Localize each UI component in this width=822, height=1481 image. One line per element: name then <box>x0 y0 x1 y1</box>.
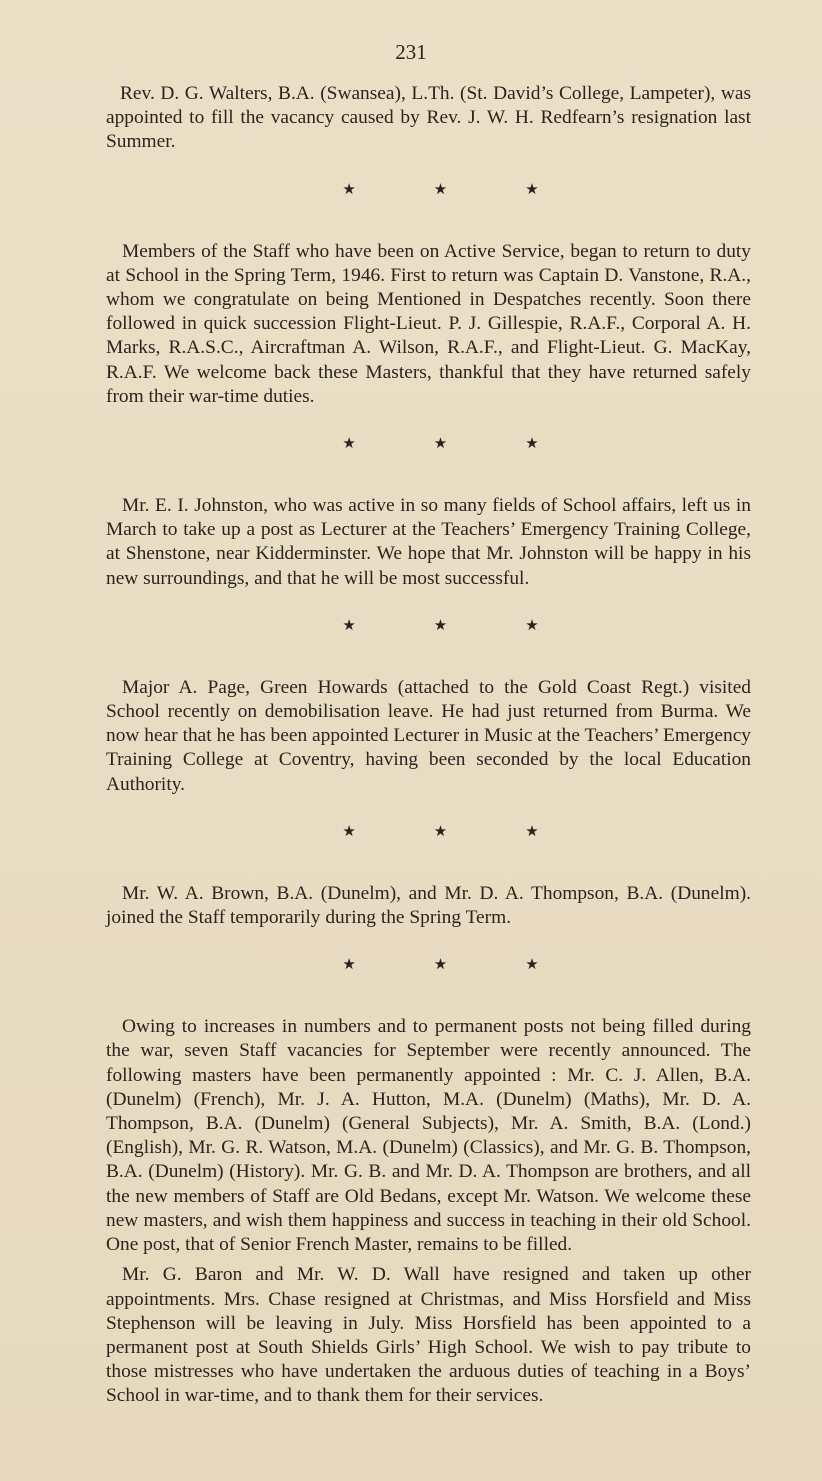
star-icon: ★ <box>433 823 448 840</box>
page-number: 231 <box>395 40 427 64</box>
paragraph-walters-appointment: Rev. D. G. Walters, B.A. (Swansea), L.Th. (St. David’s College, Lampeter), was appointed to fill the vacancy caused by Rev. J. W. H. Redfearn’s resignation last Summer. <box>106 83 751 153</box>
section-divider-stars <box>106 825 751 840</box>
star-icon: ★ <box>525 617 539 634</box>
star-icon: ★ <box>342 823 356 840</box>
star-icon: ★ <box>433 617 448 634</box>
star-icon: ★ <box>342 436 356 453</box>
section-divider-stars <box>106 958 751 973</box>
paragraph-resignations: Mr. G. Baron and Mr. W. D. Wall have resigned and taken up other appointments. Mrs. Chase resigned at Christmas, and Miss Horsfield and Miss Stephenson will be leaving in July. Miss Horsfield has been appointed to a permanent post at South Shields Girls’ High School. We wish to pay tribute to those mistresses who have undertaken the arduous duties of teaching in a Boys’ School in war-time, and to thank them for their services. <box>106 1264 751 1407</box>
paragraph-johnston-departure: Mr. E. I. Johnston, who was active in so many fields of School affairs, left us in March to take up a post as Lecturer at the Teachers’ Emergency Training College, at Shenstone, near Kidderminster. We hope that Mr. Johnston will be happy in his new surroundings, and that he will be most successful. <box>106 495 751 589</box>
star-icon: ★ <box>525 181 539 198</box>
star-icon: ★ <box>342 957 356 974</box>
paragraph-page-visit: Major A. Page, Green Howards (attached to the Gold Coast Regt.) visited School recently on demobilisation leave. He had just returned from Burma. We now hear that he has been appointed Lecturer in Music at the Teachers’ Emergency Training College at Coventry, having been seconded by the local Education Authority. <box>106 676 751 795</box>
star-icon: ★ <box>525 957 539 974</box>
star-icon: ★ <box>342 617 356 634</box>
section-divider-stars <box>106 437 751 452</box>
paragraph-new-appointments: Owing to increases in numbers and to permanent posts not being filled during the war, seven Staff vacancies for September were recently announced. The following masters have been permanently appointed : Mr. C. J. Allen, B.A. (Dunelm) (French), Mr. J. A. Hutton, M.A. (Dunelm) (Maths), Mr. D. A. Thompson, B.A. (Dunelm) (General Subjects), Mr. A. Smith, B.A. (Lond.) (English), Mr. G. R. Watson, M.A. (Dunelm) (Classics), and Mr. G. B. Thompson, B.A. (Dunelm) (History). Mr. G. B. and Mr. D. A. Thompson are brothers, and all the new members of Staff are Old Bedans, except Mr. Watson. We welcome these new masters, and wish them happiness and success in teaching in their old School. One post, that of Senior French Master, remains to be filled. <box>106 1016 751 1256</box>
section-divider-stars <box>106 183 751 198</box>
star-icon: ★ <box>433 436 448 453</box>
paragraph-temporary-staff: Mr. W. A. Brown, B.A. (Dunelm), and Mr. D. A. Thompson, B.A. (Dunelm). joined the Staff temporarily during the Spring Term. <box>106 882 751 929</box>
star-icon: ★ <box>433 957 448 974</box>
page-body <box>106 82 751 1409</box>
star-icon: ★ <box>525 436 539 453</box>
paragraph-staff-return: Members of the Staff who have been on Active Service, began to return to duty at School in the Spring Term, 1946. First to return was Captain D. Vanstone, R.A., whom we congratulate on being Mentioned in Despatches recently. Soon there followed in quick succession Flight-Lieut. P. J. Gillespie, R.A.F., Corporal A. H. Marks, R.A.S.C., Aircraftman A. Wilson, R.A.F., and Flight-Lieut. G. MacKay, R.A.F. We welcome back these Masters, thankful that they have returned safely from their war-time duties. <box>106 240 751 407</box>
star-icon: ★ <box>342 181 356 198</box>
section-divider-stars <box>106 619 751 634</box>
star-icon: ★ <box>433 181 448 198</box>
star-icon: ★ <box>525 823 539 840</box>
